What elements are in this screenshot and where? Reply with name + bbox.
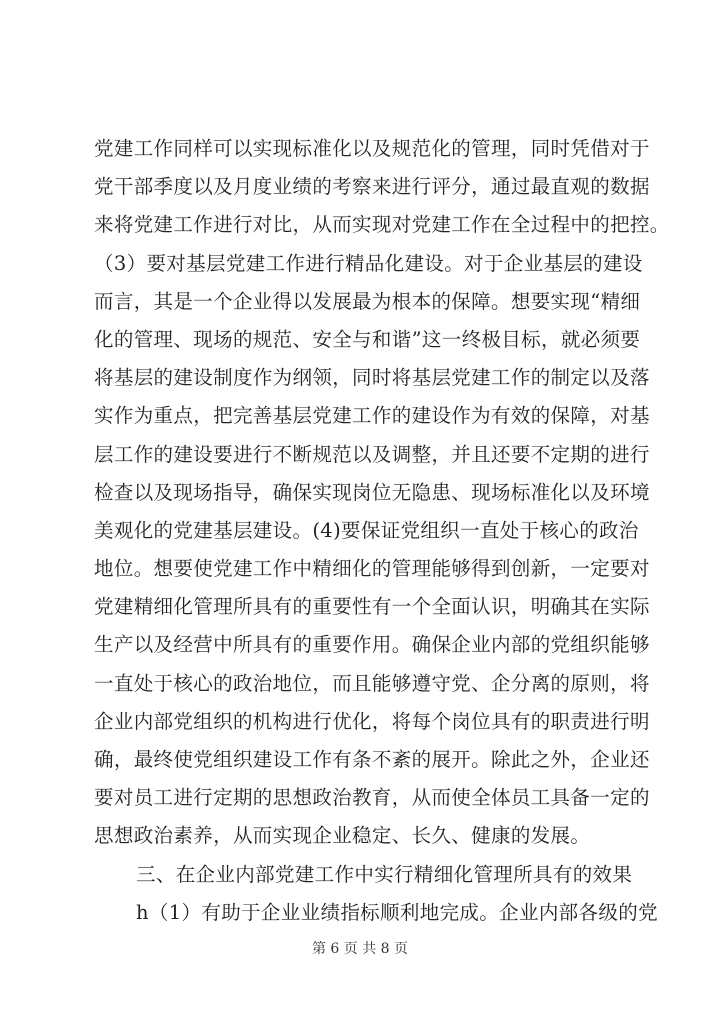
text-line: 确，最终使党组织建设工作有条不紊的展开。除此之外，企业还 xyxy=(94,748,650,771)
text-line: 化的管理、现场的规范、安全与和谐”这一终极目标，就必须要 xyxy=(94,327,641,351)
text-line: 党干部季度以及月度业绩的考察来进行评分，通过最直观的数据 xyxy=(94,175,650,199)
text-line: 党建精细化管理所具有的重要性有一个全面认识，明确其在实际 xyxy=(94,595,650,619)
text-line: 实作为重点，把完善基层党建工作的建设作为有效的保障，对基 xyxy=(94,404,650,428)
text-line: 思想政治素养，从而实现企业稳定、长久、健康的发展。 xyxy=(94,824,591,848)
text-line: 企业内部党组织的机构进行优化，将每个岗位具有的职责进行明 xyxy=(94,709,650,733)
text-line: 地位。想要使党建工作中精细化的管理能够得到创新，一定要对 xyxy=(94,557,650,581)
text-line: 党建工作同样可以实现标准化以及规范化的管理，同时凭借对于 xyxy=(94,137,650,160)
text-line: 层工作的建设要进行不断规范以及调整，并且还要不定期的进行 xyxy=(94,442,650,466)
text-line: 将基层的建设制度作为纲领，同时将基层党建工作的制定以及落 xyxy=(94,366,650,390)
text-line: h（1）有助于企业业绩指标顺利地完成。企业内部各级的党 xyxy=(136,900,658,924)
text-line: 来将党建工作进行对比，从而实现对党建工作在全过程中的把控。 xyxy=(94,213,670,237)
text-line: 美观化的党建基层建设。(4)要保证党组织一直处于核心的政治 xyxy=(94,518,639,542)
text-line: 要对员工进行定期的思想政治教育，从而使全体员工具备一定的 xyxy=(94,786,650,810)
text-line: 生产以及经营中所具有的重要作用。确保企业内部的党组织能够 xyxy=(94,633,650,657)
page-number-footer: 第 6 页 共 8 页 xyxy=(311,941,409,957)
text-line: 检查以及现场指导，确保实现岗位无隐患、现场标准化以及环境 xyxy=(94,480,650,504)
text-line: （3）要对基层党建工作进行精品化建设。对于企业基层的建设 xyxy=(94,251,643,275)
text-line: 而言，其是一个企业得以发展最为根本的保障。想要实现“精细 xyxy=(94,289,641,313)
text-line: 一直处于核心的政治地位，而且能够遵守党、企分离的原则，将 xyxy=(94,671,650,695)
section-heading: 三、在企业内部党建工作中实行精细化管理所具有的效果 xyxy=(136,862,633,886)
document-body xyxy=(94,130,670,932)
